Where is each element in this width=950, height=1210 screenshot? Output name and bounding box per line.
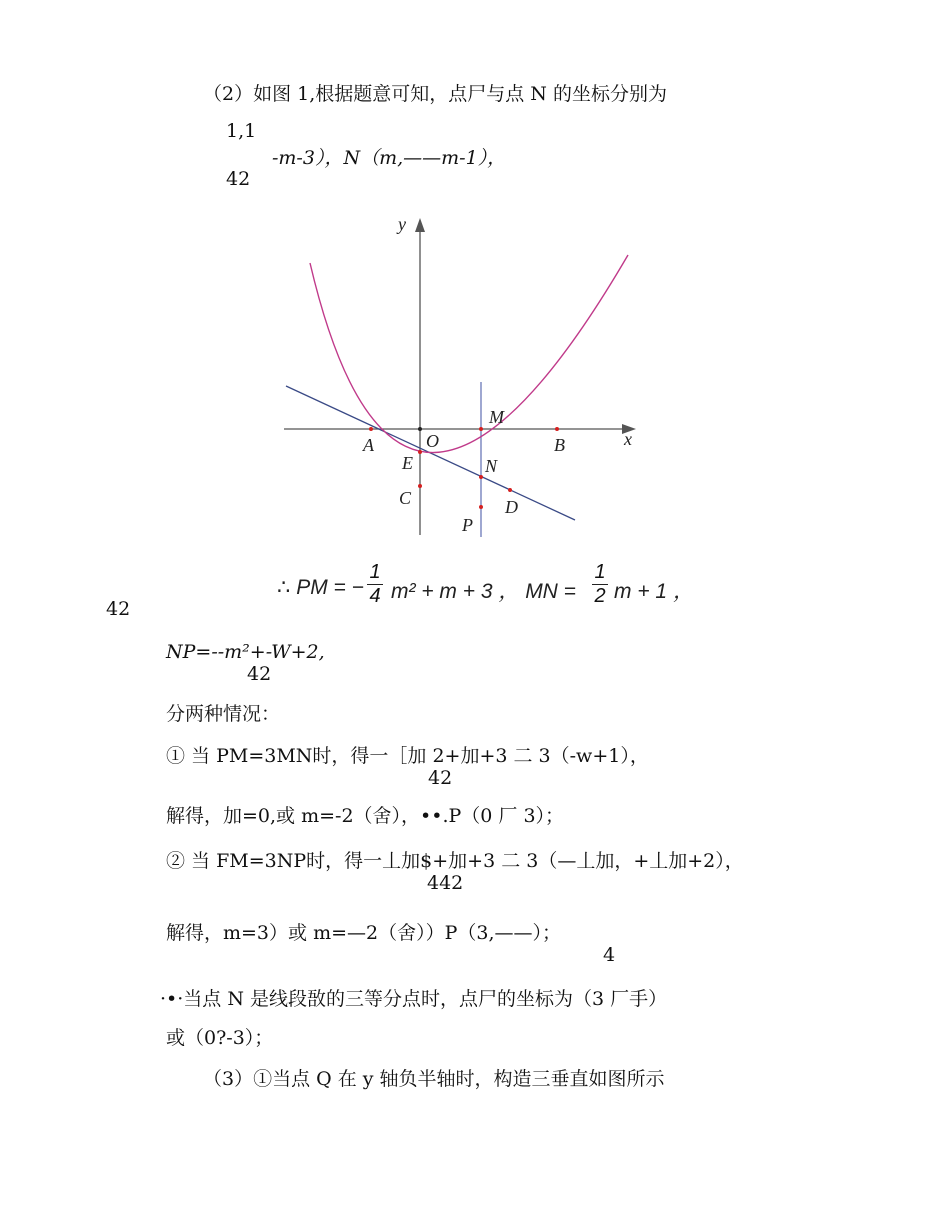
case1-solution: 解得，加=0,或 m=-2（舍），••.P（0 厂 3）；	[166, 805, 565, 827]
point-p	[479, 505, 483, 509]
point-b	[555, 427, 559, 431]
fraction-numerator: 1	[594, 561, 606, 583]
case1-equation: ① 当 PM=3MN时，得一［加 2+加+3 二 3（-w+1），	[166, 745, 649, 767]
parabola	[310, 255, 628, 453]
label-d: D	[505, 497, 518, 517]
label-c: C	[399, 488, 412, 508]
label-n: N	[485, 456, 498, 476]
label-o: O	[426, 431, 439, 451]
point-m	[479, 427, 483, 431]
point-o	[418, 427, 422, 431]
label-e: E	[402, 453, 413, 473]
formula-mn-rest: m + 1 ，	[614, 580, 694, 603]
y-axis-arrow	[415, 218, 425, 232]
part2-intro: （2）如图 1,根据题意可知，点尸与点 N 的坐标分别为	[203, 83, 667, 105]
label-p: P	[462, 515, 473, 535]
case2-fraction-digits: 442	[427, 872, 464, 894]
conclusion-line-1: ·•·当点 N 是线段敔的三等分点时，点尸的坐标为（3 厂手）	[160, 988, 668, 1010]
label-x: x	[624, 429, 632, 449]
np-fraction-digits: 42	[247, 663, 272, 685]
formula-pm-rest: m² + m + 3 ， MN =	[391, 580, 576, 603]
label-y: y	[398, 214, 406, 234]
np-formula: NP=--m²+-W+2,	[166, 641, 325, 663]
point-d	[508, 488, 512, 492]
point-a	[369, 427, 373, 431]
point-n	[479, 475, 483, 479]
figure-1	[270, 210, 650, 545]
label-a: A	[363, 435, 374, 455]
fraction-top-digits: 1,1	[226, 120, 257, 142]
formula-pm-prefix: ∴ PM = −	[277, 576, 364, 599]
label-b: B	[554, 435, 565, 455]
case1-fraction-digits: 42	[428, 767, 453, 789]
case2-fraction-digit: 4	[603, 944, 616, 966]
label-m: M	[489, 407, 504, 427]
fraction-denominator: 2	[594, 585, 606, 607]
point-e	[418, 450, 422, 454]
conclusion-line-2: 或（0?-3）；	[166, 1027, 274, 1049]
point-c	[418, 484, 422, 488]
margin-fraction-digits: 42	[106, 598, 131, 620]
fraction-one-half	[592, 562, 608, 606]
case2-solution: 解得，m=3）或 m=—2（舍））P（3,——）；	[166, 922, 562, 944]
case2-equation: ② 当 FM=3NP时，得一丄加$+加+3 二 3（—丄加，+丄加+2），	[166, 850, 744, 872]
fraction-bottom-digits: 42	[226, 168, 251, 190]
cases-heading: 分两种情况：	[166, 703, 281, 725]
coordinates-line: -m-3），N（m,——m-1），	[272, 147, 507, 169]
fraction-numerator: 1	[369, 561, 381, 583]
fraction-denominator: 4	[369, 585, 381, 607]
part3-intro: （3）①当点 Q 在 y 轴负半轴时，构造三垂直如图所示	[203, 1068, 665, 1090]
fraction-one-quarter	[367, 562, 383, 606]
